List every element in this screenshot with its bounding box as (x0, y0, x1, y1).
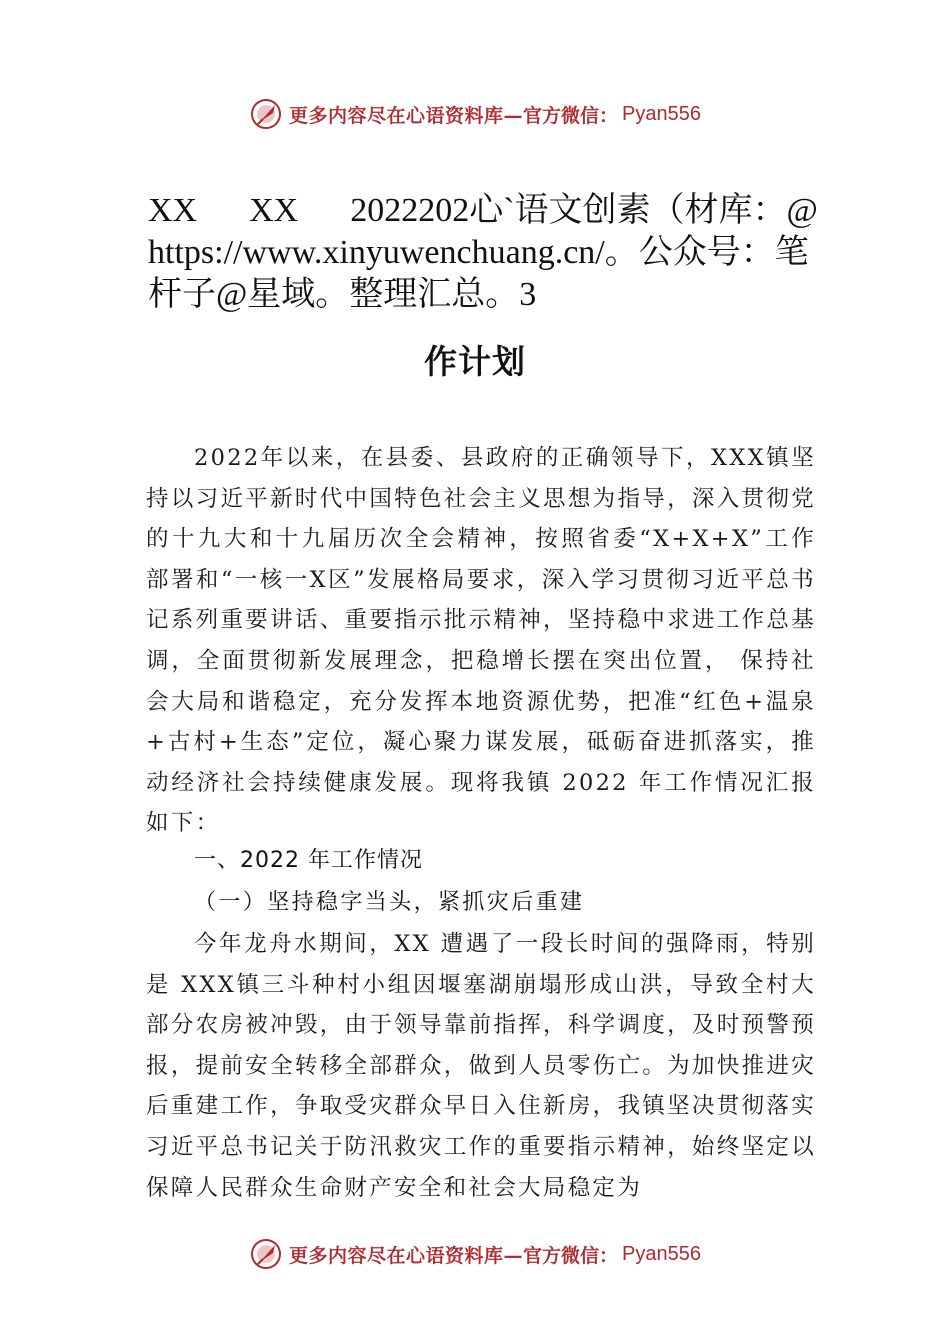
header-title-part2: XX (249, 192, 299, 229)
document-title: 作计划 (424, 342, 526, 381)
section-heading: 一、2022 年工作情况 (194, 848, 423, 873)
header-title-part1: XX (148, 192, 198, 229)
banner-contact-label: 官方微信： (523, 104, 619, 127)
banner-brand-text: 更多内容尽在心语资料库— (289, 1244, 524, 1267)
banner-contact-id: Pyan556 (622, 102, 701, 125)
header-title-part3: 2022202心`语文创素（材库：@https://www.xinyuwenchuang.cn/。公众号：笔杆子@星域。整理汇总。3 (148, 192, 818, 313)
watermark-banner-bottom (0, 1234, 950, 1274)
subsection-heading: （一）坚持稳字当头，紧抓灾后重建 (194, 890, 585, 915)
banner-contact-label: 官方微信： (523, 1244, 619, 1267)
quill-circle-logo-icon (249, 97, 283, 131)
header-title (148, 190, 828, 316)
banner-contact-id: Pyan556 (622, 1242, 701, 1265)
watermark-banner-top (0, 94, 950, 134)
section-body-paragraph: 今年龙舟水期间，XX 遭遇了一段长时间的强降雨，特别是 XXX镇三斗种村小组因堰塞湖崩塌形成山洪，导致全村大部分农房被冲毁，由于领导靠前指挥，科学调度，及时预警预报，提前安全转移全部群众，做到人员零伤亡。为加快推进灾后重建工作，争取受灾群众早日入住新房，我镇坚决贯彻落实习近平总书记关于防汛救灾工作的重要指示精神，始终坚定以保障人民群众生命财产安全和社会大局稳定为 (146, 931, 816, 1201)
intro-paragraph: 2022年以来，在县委、县政府的正确领导下，XXX镇坚持以习近平新时代中国特色社会主义思想为指导，深入贯彻党的十九大和十九届历次全会精神，按照省委“X+X+X”工作部署和“一核一X区”发展格局要求，深入学习贯彻习近平总书记系列重要讲话、重要指示批示精神，坚持稳中求进工作总基调，全面贯彻新发展理念，把稳增长摆在突出位置， 保持社会大局和谐稳定，充分发挥本地资源优势，把准“红色+温泉+古村+生态”定位，凝心聚力谋发展，砥砺奋进抓落实，推动经济社会持续健康发展。现将我镇 2022 年工作情况汇报如下： (146, 445, 816, 837)
banner-brand-text: 更多内容尽在心语资料库— (289, 104, 524, 127)
quill-circle-logo-icon (249, 1237, 283, 1271)
